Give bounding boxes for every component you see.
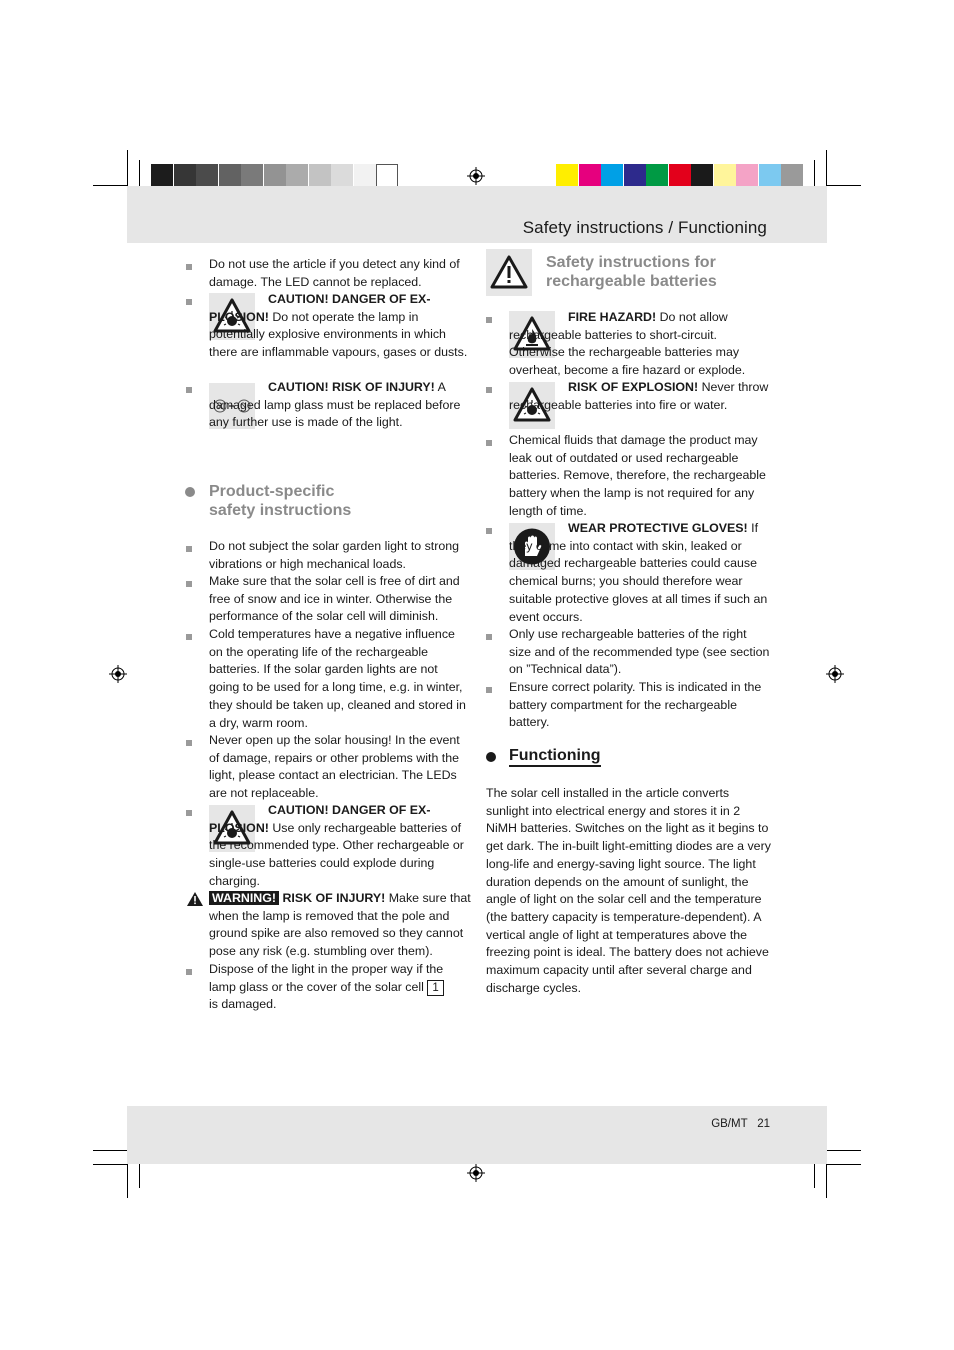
- caution-text: Never throw rechargeable batteries into fire or water.: [509, 380, 769, 412]
- list-item: [209, 291, 471, 362]
- gray-swatch: [196, 164, 218, 187]
- section-bullet-icon: [185, 487, 195, 497]
- page-footer: [711, 1118, 770, 1130]
- list-item: [209, 961, 471, 1014]
- registration-mark-icon: [467, 167, 485, 185]
- section-heading: [209, 483, 471, 520]
- warning-label: WARNING!: [209, 891, 279, 905]
- caution-heading: FIRE HAZARD!: [568, 310, 657, 324]
- bullet-icon: [186, 740, 192, 746]
- gray-swatch: [219, 164, 241, 187]
- list-item: Make sure that the solar cell is free of dirt and free of snow and ice in winter. Otherwise the performance of the solar cell will diminish.: [209, 574, 460, 624]
- section-heading-line: Product-specific: [209, 483, 335, 500]
- caution-text: Do not operate the lamp in potentially explosive environments in which there are inflammable vapours, gases or dusts.: [209, 309, 468, 360]
- section-heading-line: safety instructions: [209, 501, 352, 519]
- list-item: [509, 309, 771, 380]
- section-heading: [546, 254, 786, 291]
- gray-swatch: [241, 164, 263, 187]
- warning-heading: RISK OF INJURY!: [282, 891, 386, 905]
- bullet-icon: [486, 687, 492, 693]
- registration-mark-icon: [109, 665, 127, 683]
- gray-swatch: [174, 164, 196, 187]
- list-item: Only use rechargeable batteries of the right size and of the recommended type (see section on ”Technical data”).: [509, 627, 770, 677]
- color-swatch: [714, 164, 736, 187]
- bullet-icon: [486, 634, 492, 640]
- gray-swatch: [264, 164, 286, 187]
- color-swatch: [646, 164, 668, 187]
- color-swatch: [579, 164, 601, 187]
- footer-band: [127, 1106, 827, 1164]
- bullet-icon: [186, 634, 192, 640]
- bullet-icon: [186, 264, 192, 270]
- list-item-text: is damaged.: [209, 997, 277, 1012]
- list-item: Do not use the article if you detect any kind of damage. The LED cannot be replaced.: [209, 257, 460, 289]
- bullet-icon: [486, 387, 492, 393]
- gray-swatch: [151, 164, 173, 187]
- color-swatch: [601, 164, 623, 187]
- caution-text: A damaged lamp glass must be replaced before any further use is made of the light.: [209, 380, 461, 430]
- bullet-icon: [186, 387, 192, 393]
- bullet-icon: [186, 810, 192, 816]
- caution-text: Do not allow rechargeable batteries to short-circuit. Otherwise the rechargeable batteries may overheat, become a fire hazard or explode.: [509, 310, 746, 378]
- section-heading: Functioning: [509, 747, 601, 767]
- list-item-text: Dispose of the light in the proper way if the lamp glass or the cover of the solar cell: [209, 962, 444, 994]
- color-swatch: [781, 164, 803, 187]
- registration-mark-icon: [826, 665, 844, 683]
- page-title: Safety instructions / Functioning: [522, 218, 767, 237]
- warning-text: Make sure that when the lamp is removed that the pole and ground spike are also removed so they cannot pose any risk (e.g. stumbling over them).: [209, 891, 471, 959]
- warning-triangle-icon: [486, 249, 532, 296]
- body-paragraph: The solar cell installed in the article converts sunlight into electrical energy and stores it in 2 NiMH batteries. Switches on the light as it begins to get dark. The in-built light-emitting diodes are a very long-life and energy-saving light source. The light duration depends on the amount of sunlight, the angle of light on the solar cell and the temperature (the battery capacity is temperature-dependent). A vertical angle of light at temperatures above the freezing point is ideal. The battery does not achieve maximum capacity until after several charge and discharge cycles.: [486, 786, 771, 995]
- bullet-icon: [186, 969, 192, 975]
- page-number: 21: [757, 1118, 770, 1130]
- list-item: Do not subject the solar garden light to strong vibrations or high mechanical loads.: [209, 539, 460, 571]
- section-heading-line: Safety instructions for: [546, 254, 716, 271]
- caution-heading: CAUTION! DANGER OF EX-PLOSION!: [209, 292, 431, 324]
- list-item: Chemical fluids that damage the product may leak out of outdated or used rechargeable batteries. Remove, therefore, the rechargeable battery when the lamp is not required for any length of time.: [509, 433, 766, 518]
- color-swatch: [556, 164, 578, 187]
- gray-swatch: [309, 164, 331, 187]
- caution-heading: RISK OF EXPLOSION!: [568, 380, 699, 394]
- gray-swatch: [376, 164, 398, 187]
- bullet-icon: [186, 581, 192, 587]
- gray-swatch: [354, 164, 376, 187]
- bullet-icon: [486, 440, 492, 446]
- section-bullet-icon: [486, 752, 496, 762]
- gray-swatch: [286, 164, 308, 187]
- caution-heading: WEAR PROTECTIVE GLOVES!: [568, 521, 748, 535]
- bullet-icon: [486, 528, 492, 534]
- bullet-icon: [486, 317, 492, 323]
- registration-mark-icon: [467, 1164, 485, 1182]
- list-item: Never open up the solar housing! In the event of damage, repairs or other problems with the light, please contact an electrician. The LEDs are not replaceable.: [209, 733, 460, 801]
- list-item: Cold temperatures have a negative influence on the operating life of the rechargeable batteries. If the solar garden lights are not going to be used for a long time, e.g. in winter, they should be taken up, cleaned and stored in a dry, warm room.: [209, 627, 466, 730]
- list-item: [209, 802, 471, 891]
- caution-heading: CAUTION! DANGER OF EX-PLOSION!: [209, 803, 431, 835]
- gray-swatch: [331, 164, 353, 187]
- section-heading-line: rechargeable batteries: [546, 272, 717, 290]
- list-item: [509, 520, 771, 626]
- footer-locale: GB/MT: [711, 1118, 748, 1130]
- color-swatch: [736, 164, 758, 187]
- caution-text: Use only rechargeable batteries of the recommended type. Other rechargeable or single-use batteries could explode during charging.: [209, 820, 464, 888]
- list-item: Ensure correct polarity. This is indicated in the battery compartment for the rechargeable battery.: [509, 680, 762, 730]
- color-swatch: [624, 164, 646, 187]
- part-number-box: 1: [427, 980, 443, 996]
- color-swatch: [759, 164, 781, 187]
- caution-heading: CAUTION! RISK OF INJURY!: [268, 380, 435, 394]
- color-swatch: [669, 164, 691, 187]
- list-item: [209, 379, 471, 432]
- caution-text: If they come into contact with skin, leaked or damaged rechargeable batteries could cause chemical burns; you should therefore wear suitable protective gloves at all times if such an event occurs.: [509, 521, 768, 624]
- color-swatch: [691, 164, 713, 187]
- list-item: [509, 379, 771, 414]
- bullet-icon: [186, 299, 192, 305]
- warning-item: [209, 890, 471, 961]
- bullet-icon: [186, 546, 192, 552]
- warning-triangle-icon: [186, 891, 204, 907]
